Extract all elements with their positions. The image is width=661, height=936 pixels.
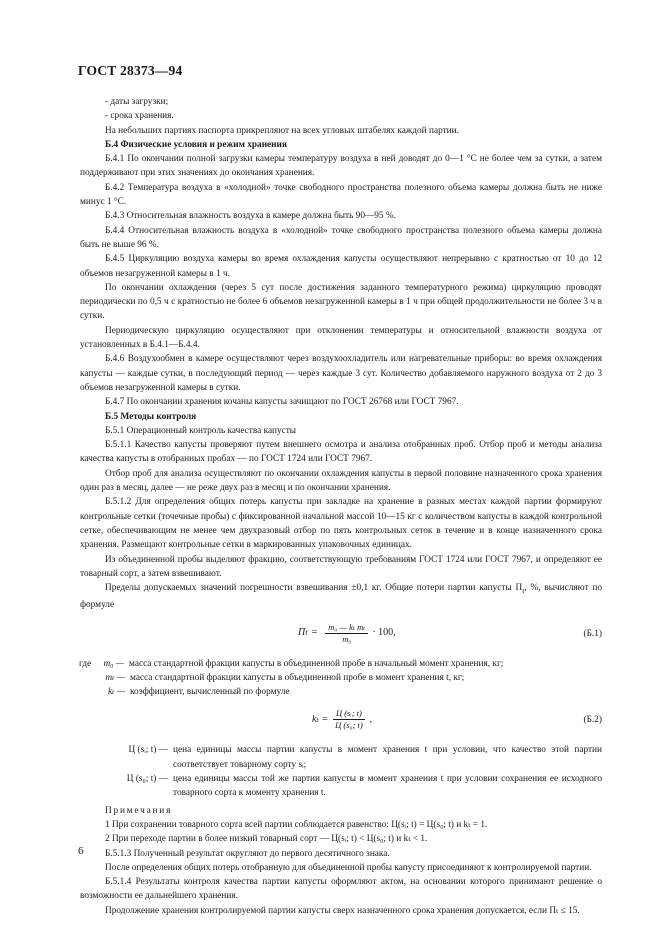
definition-row — [80, 772, 602, 801]
clause-b41: Б.4.1 По окончании полной загрузки камеры температуру воздуха в ней доводят до 0—1 °С не более чем за сутки, а затем поддерживают при этих значениях до окончания хранения. — [80, 154, 602, 179]
clause-b514: Б.5.1.4 Результаты контроля качества партии капусты оформляют актом, на основании которого принимают решение о возможности ее дальнейшего хранения. — [80, 877, 602, 902]
equals-sign: = — [311, 626, 318, 638]
clause-b47: Б.4.7 По окончании хранения кочаны капусты зачищают по ГОСТ 26768 или ГОСТ 7967. — [105, 397, 459, 408]
definition-text: цена единицы массы партии капусты в момент хранения t при условии, что качество этой партии соответствует товарному сорту sᵢ; — [173, 745, 602, 770]
text-run: Пределы допускаемых значений погрешности взвешивания ±0,1 кг. Общие потери партии капусты П — [105, 583, 523, 594]
definitions — [80, 657, 602, 700]
denominator: m₀ — [342, 633, 352, 644]
clause-b46: Б.4.6 Воздухообмен в камере осуществляют через воздухоохладитель или нагревательные приборы: во время охлаждения капусты — каждые сутки, в последующий период — через каждые 3 сут. Количество добавляемого наружного воздуха от 2 до 3 объемов незагруженной камеры в сутки. — [80, 354, 602, 393]
formula-expression — [298, 622, 396, 645]
definition-text: цена единицы массы той же партии капусты в момент хранения t при условии сохранения ее исходного товарного сорта к моменту хранения t. — [173, 774, 602, 799]
section-heading-b5: Б.5 Методы контроля — [105, 411, 197, 422]
definition-row — [80, 743, 602, 772]
clause-b512: Б.5.1.2 Для определения общих потерь капусты при закладке на хранение в разных местах каждой партии формируют контрольные сетки (точечные пробы) с фиксированной начальной массой 10—15 кг с количеством капусты в каждой контрольной сетке, обеспечивающим не менее чем двухразовый отбор по пять контрольных сеток в течение и в конце назначенного срока хранения. Размещают контрольные сетки в маркированных упаковочных единицах. — [80, 497, 602, 551]
formula-number: (Б.2) — [583, 715, 602, 726]
clause-b511: Б.5.1.1 Качество капусты проверяют путем внешнего осмотра и анализа отобранных проб. Отбор проб и методы анализа качества капусты в отобранных пробах — по ГОСТ 1724 или ГОСТ 7967. — [80, 440, 602, 465]
clause-b42: Б.4.2 Температура воздуха в «холодной» точке свободного пространства полезного объема камеры должна быть не ниже минус 1 °С. — [80, 182, 602, 208]
definition-symbol: Ц (s₀; t) — — [126, 774, 168, 785]
definition-text: коэффициент, вычисленный по формуле — [130, 687, 290, 698]
definition-symbol: mₜ — — [105, 672, 125, 683]
clause-b44: Б.4.4 Относительная влажность воздуха в «холодной» точке свободного пространства полезного объема камеры должна быть не выше 96 %. — [80, 225, 602, 250]
formula-lhs: kₜ = — [312, 713, 329, 725]
definition-symbol: kₜ — — [107, 687, 125, 698]
formula-number: (Б.1) — [583, 628, 602, 639]
note-1: 1 При сохранении товарного сорта всей партии соблюдается равенство: Ц(sᵢ; t) = Ц(s₀; t) и kₜ = 1. — [105, 819, 488, 830]
definition-row — [80, 685, 602, 699]
paragraph: После определения общих потерь отобранную для объединенной пробы капусту присоединяют к контролируемой партии. — [105, 862, 592, 873]
denominator: Ц (s₀; t) — [335, 720, 363, 731]
paragraph: Из объединенной пробы выделяют фракцию, соответствующую требованиям ГОСТ 1724 или ГОСТ 7967, и определяют ее товарный сорт, а затем взвешивают. — [80, 554, 602, 579]
definitions — [80, 743, 602, 800]
notes-title: Примечания — [105, 805, 173, 816]
paragraph: По окончании охлаждения (через 5 сут после достижения заданного температурного режима) циркуляцию проводят периодически по 0,5 ч с кратностью не более 6 объемов незагруженной камеры в 1 ч при общей продолжительности не более 3 ч в сутки. — [80, 282, 602, 322]
paragraph: На небольших партиях паспорта прикрепляют на всех угловых штабелях каждой партии. — [105, 125, 459, 136]
paragraph: Отбор проб для анализа осуществляют по окончании охлаждения капусты в первой половине назначенного срока хранения один раз в месяц, далее — не реже двух раз в месяц и по окончании хранения. — [80, 468, 602, 494]
fraction — [332, 708, 366, 731]
page-body — [80, 95, 602, 918]
definition-symbol: m₀ — — [103, 658, 124, 669]
numerator: m₀ — kₜ mₜ — [325, 622, 368, 634]
definition-symbol: Ц (sᵢ; t) — — [128, 745, 168, 756]
fraction — [325, 622, 368, 645]
definition-text: масса стандартной фракции капусты в объединенной пробе в начальный момент хранения, кг; — [129, 658, 504, 669]
definition-row: где m₀ — масса стандартной фракции капусты в объединенной пробе в начальный момент хранения, кг; — [80, 657, 602, 671]
list-item-load-date: - даты загрузки; — [105, 97, 169, 107]
clause-b513: Б.5.1.3 Полученный результат округляют до первого десятичного знака. — [105, 848, 390, 859]
subscript: t — [522, 585, 525, 595]
paragraph-weighing — [80, 581, 602, 612]
definition-text: масса стандартной фракции капусты в объединенной пробе в момент хранения t, кг; — [130, 672, 465, 683]
definition-row — [80, 671, 602, 685]
formula-b2 — [80, 705, 602, 739]
note-2: 2 При переходе партии в более низкий товарный сорт — Ц(sᵢ; t) < Ц(s₀; t) и kₜ < 1. — [105, 834, 428, 845]
clause-b43: Б.4.3 Относительная влажность воздуха в камере должна быть 90—95 %. — [105, 211, 396, 222]
section-heading-b4: Б.4 Физические условия и режим хранения — [105, 139, 287, 150]
paragraph: Продолжение хранения контролируемой партии капусты сверх назначенного срока хранения допускается, если Пₜ ≤ 15. — [105, 905, 580, 916]
page-number: 6 — [78, 845, 84, 857]
formula-lhs-subscript: t — [305, 627, 308, 637]
formula-expression — [312, 708, 372, 731]
text-run: , %, вычисляют по формуле — [80, 583, 602, 611]
clause-b45: Б.4.5 Циркуляцию воздуха камеры во время охлаждения капусты осуществляют непрерывно с кратностью от 10 до 12 объемов незагруженной камеры в 1 ч. — [80, 254, 602, 279]
formula-b1 — [80, 619, 602, 653]
paragraph: Периодическую циркуляцию осуществляют при отклонении температуры и относительной влажности воздуха от установленных в Б.4.1—Б.4.4. — [80, 325, 602, 351]
numerator: Ц (sᵢ; t) — [333, 708, 365, 720]
document-header: ГОСТ 28373—94 — [78, 63, 183, 78]
formula-tail: , — [369, 713, 373, 725]
formula-tail: · 100, — [372, 626, 396, 638]
formula-lhs: П — [298, 626, 306, 638]
clause-b51: Б.5.1 Операционный контроль качества капусты — [105, 425, 297, 436]
list-item-storage-term: - срока хранения. — [105, 111, 174, 122]
